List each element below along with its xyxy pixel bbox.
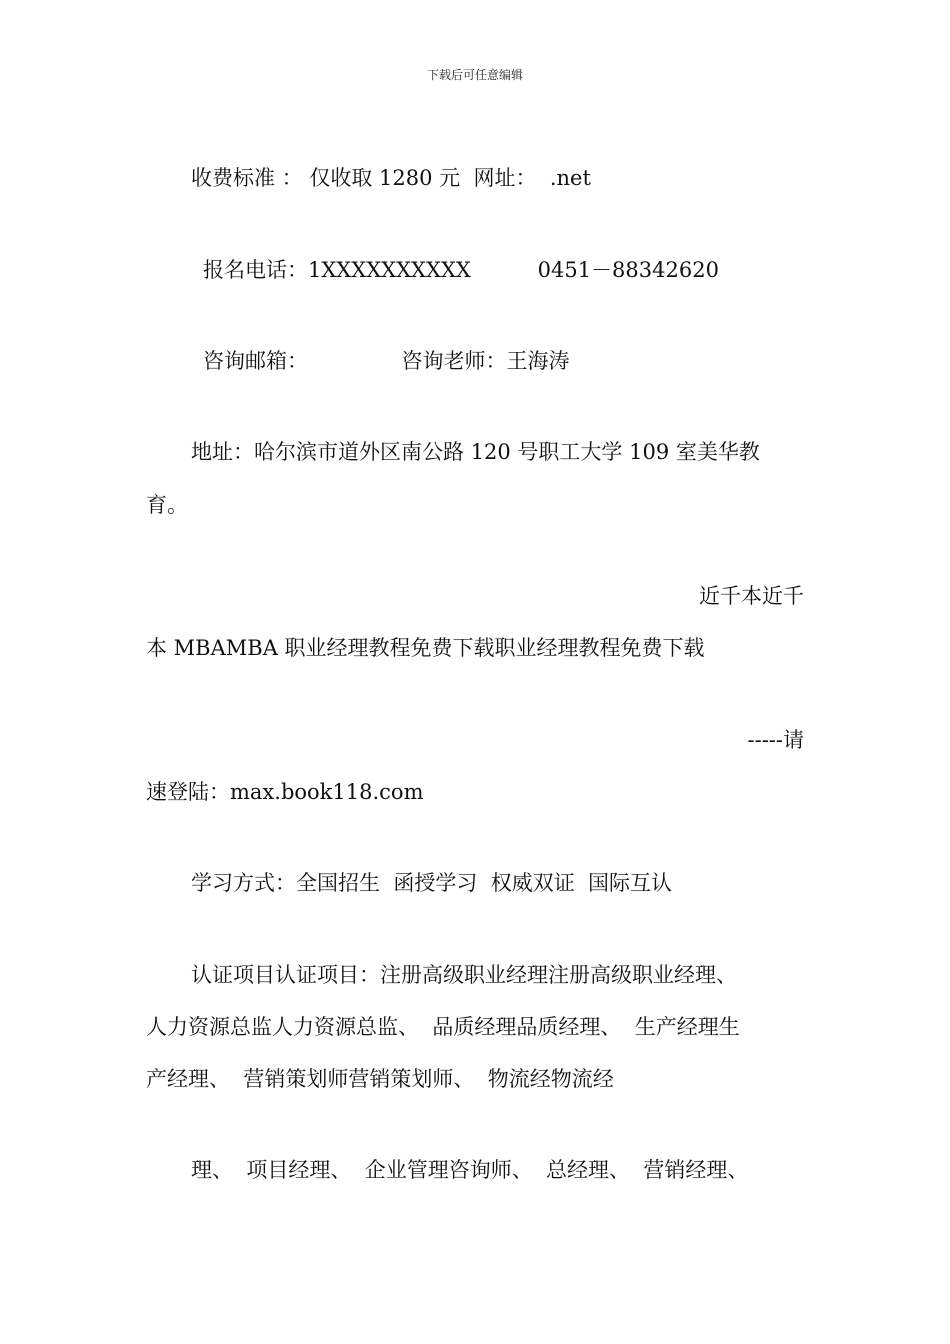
login-url-line: 速登陆：max.book118.com	[146, 780, 424, 804]
address-line: 地址：哈尔滨市道外区南公路 120 号职工大学 109 室美华教	[191, 440, 760, 464]
promo-line: 本 MBAMBA 职业经理教程免费下载职业经理教程免费下载	[146, 636, 705, 660]
phone-line: 报名电话：1XXXXXXXXXX 0451－88342620	[203, 258, 719, 282]
address-line-cont: 育。	[146, 493, 188, 517]
login-line-right: -----请	[747, 728, 804, 752]
fee-line: 收费标准 ： 仅收取 1280 元 网址： .net	[191, 166, 591, 190]
cert-line-1: 认证项目认证项目：注册高级职业经理注册高级职业经理、	[191, 963, 737, 987]
promo-line-right: 近千本近千	[699, 584, 804, 608]
page-header: 下载后可任意编辑	[426, 68, 523, 82]
cert-line-3: 产经理、 营销策划师营销策划师、 物流经物流经	[146, 1067, 614, 1091]
cert-line-2: 人力资源总监人力资源总监、 品质经理品质经理、 生产经理生	[146, 1015, 740, 1039]
email-line: 咨询邮箱： 咨询老师：王海涛	[203, 349, 570, 373]
study-mode-line: 学习方式：全国招生 函授学习 权威双证 国际互认	[191, 871, 673, 895]
cert-line-4: 理、 项目经理、 企业管理咨询师、 总经理、 营销经理、	[191, 1158, 749, 1182]
